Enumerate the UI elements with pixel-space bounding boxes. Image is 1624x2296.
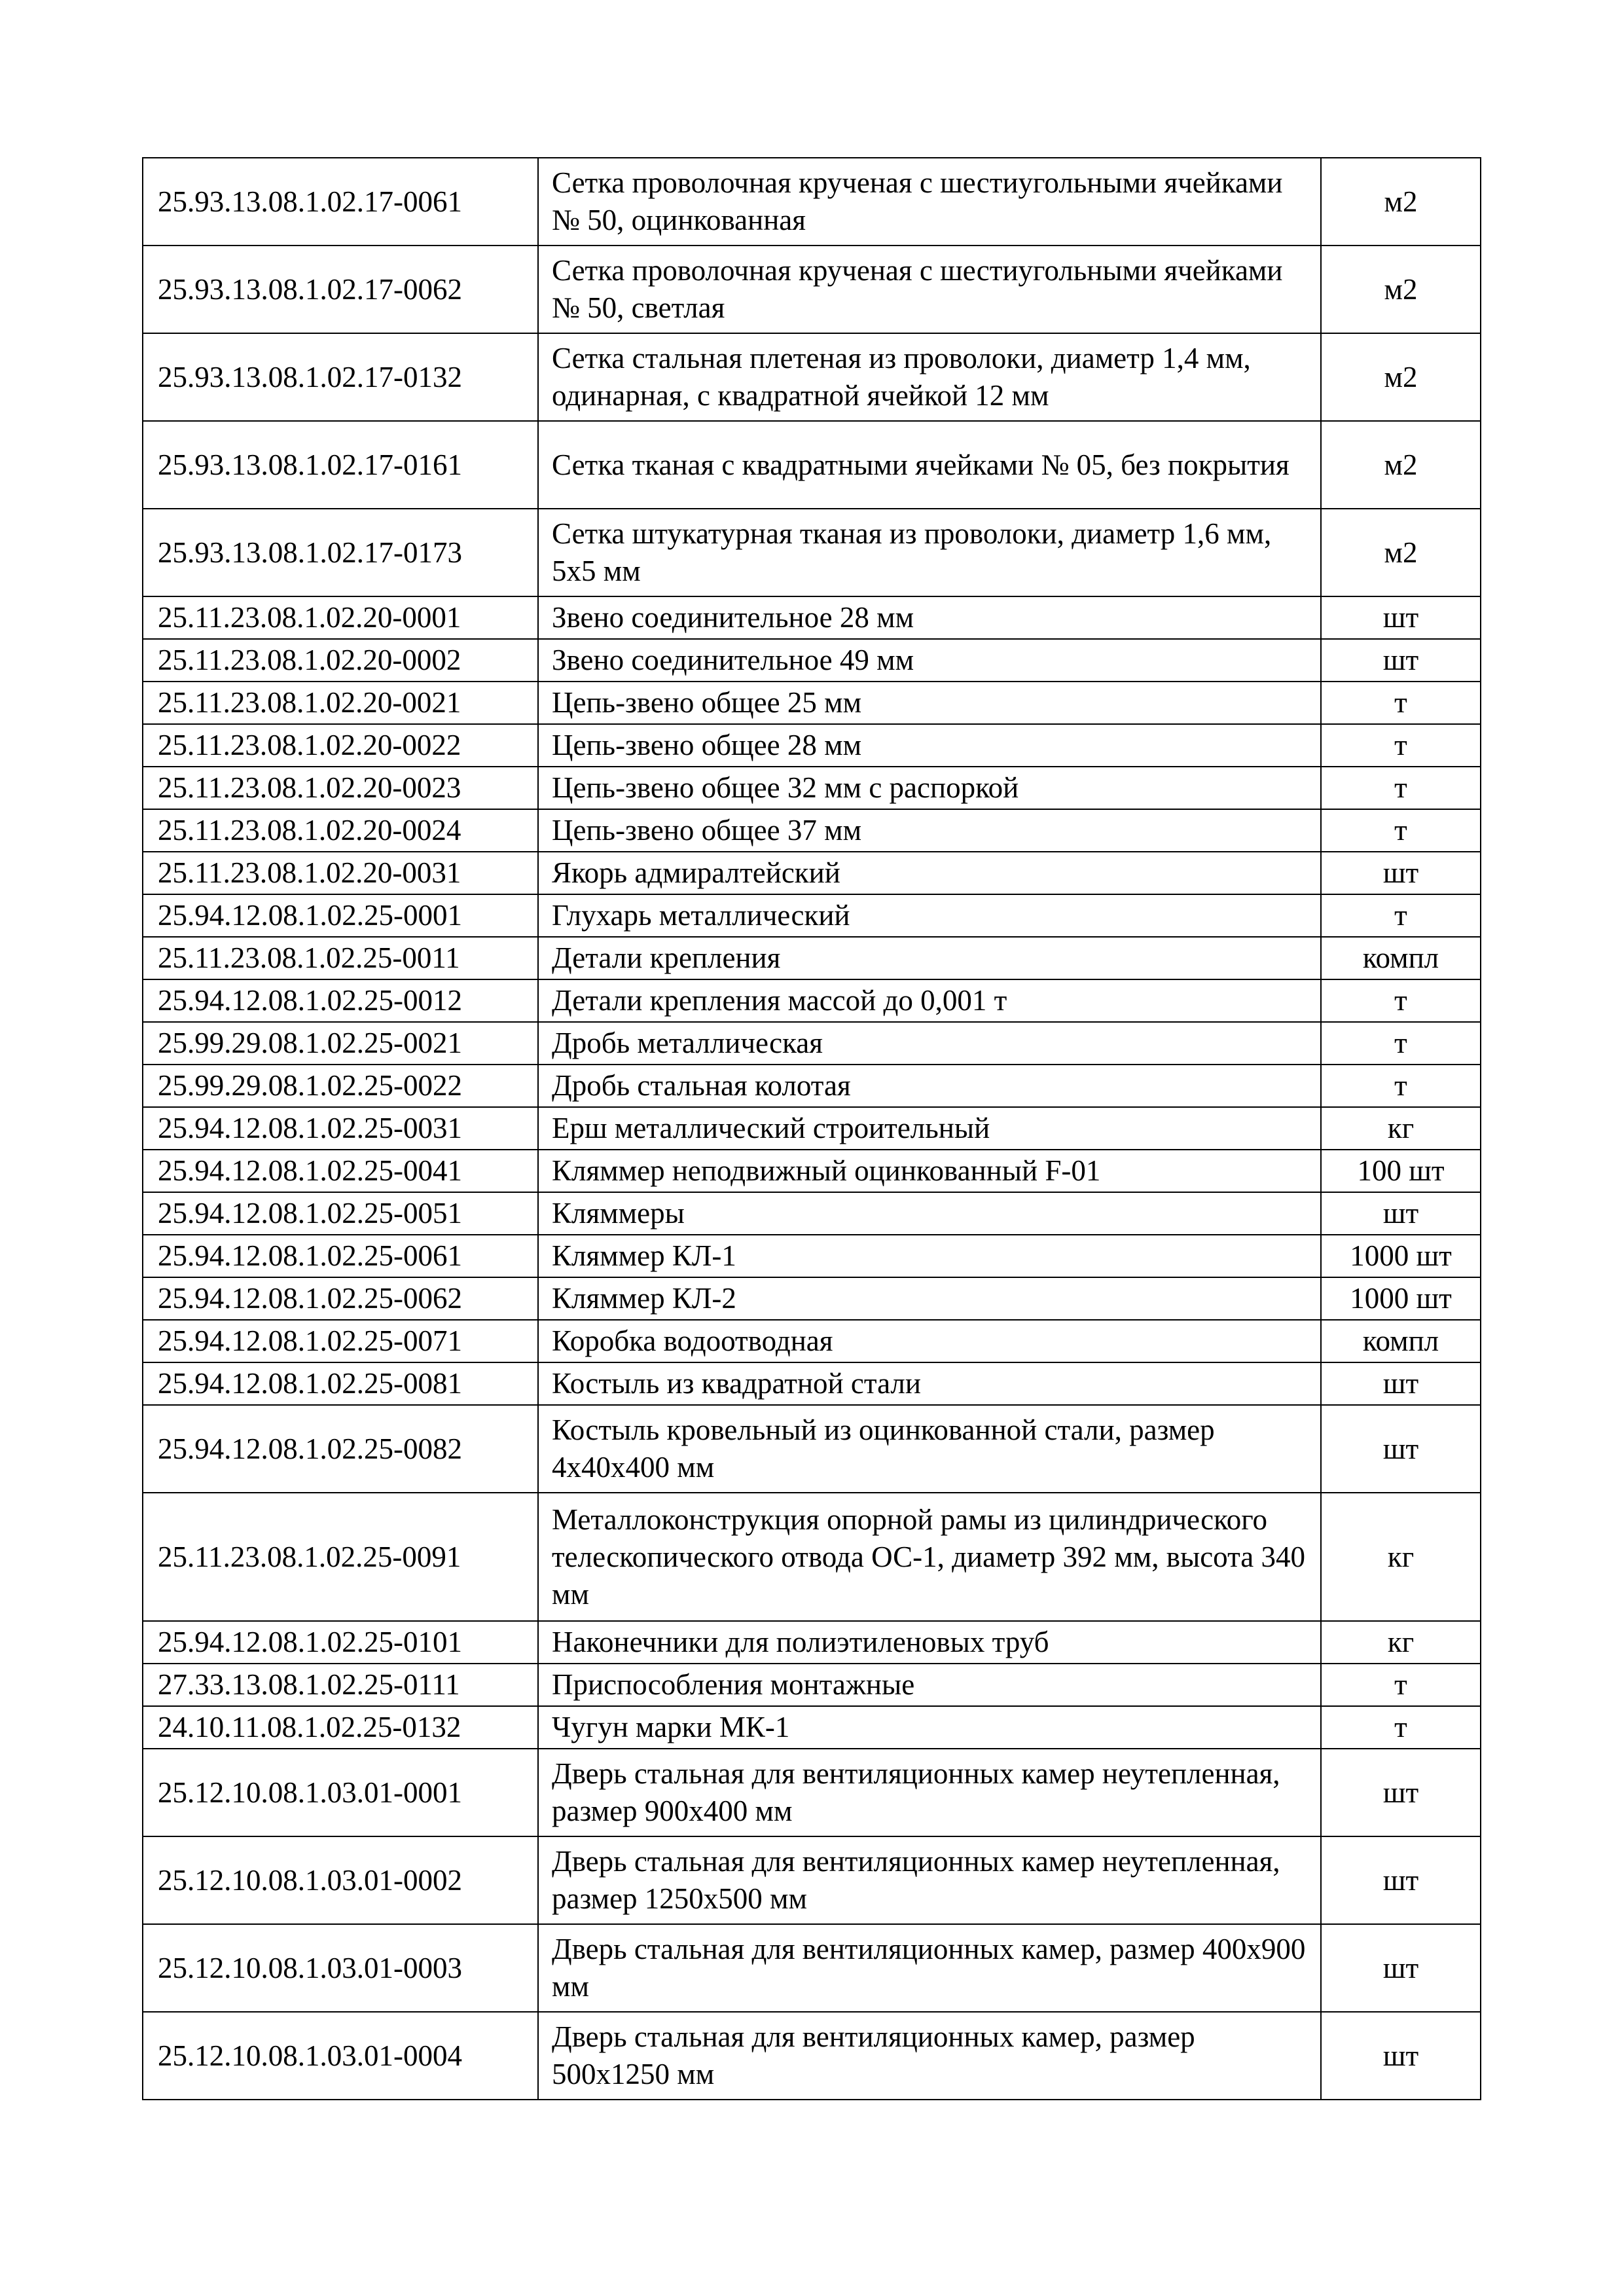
resource-name-cell: Кляммер КЛ-1 [538, 1235, 1321, 1277]
unit-cell: шт [1321, 1405, 1481, 1493]
resource-name-cell: Сетка проволочная крученая с шестиугольными ячейками № 50, оцинкованная [538, 158, 1321, 246]
resource-name-cell: Детали крепления [538, 937, 1321, 979]
resource-name-cell: Костыль кровельный из оцинкованной стали, размер 4х40х400 мм [538, 1405, 1321, 1493]
unit-cell: м2 [1321, 158, 1481, 246]
resource-name-cell: Сетка проволочная крученая с шестиугольными ячейками № 50, светлая [538, 246, 1321, 333]
resource-code-cell: 25.94.12.08.1.02.25-0012 [143, 979, 538, 1022]
resource-code-cell: 25.94.12.08.1.02.25-0081 [143, 1362, 538, 1405]
unit-cell: м2 [1321, 333, 1481, 421]
table-row [143, 1065, 1481, 1107]
resource-code-cell: 25.94.12.08.1.02.25-0051 [143, 1192, 538, 1235]
resource-name-cell: Цепь-звено общее 32 мм с распоркой [538, 767, 1321, 809]
unit-cell: т [1321, 979, 1481, 1022]
unit-cell: т [1321, 809, 1481, 852]
resource-name-cell: Наконечники для полиэтиленовых труб [538, 1621, 1321, 1664]
resource-code-cell: 25.11.23.08.1.02.20-0002 [143, 639, 538, 682]
unit-cell: шт [1321, 1192, 1481, 1235]
resource-code-cell: 25.11.23.08.1.02.20-0021 [143, 682, 538, 724]
resource-code-cell: 25.93.13.08.1.02.17-0132 [143, 333, 538, 421]
unit-cell: 1000 шт [1321, 1235, 1481, 1277]
resource-code-cell: 25.94.12.08.1.02.25-0061 [143, 1235, 538, 1277]
resource-name-cell: Приспособления монтажные [538, 1664, 1321, 1706]
materials-table-body [143, 158, 1481, 2100]
resource-name-cell: Цепь-звено общее 37 мм [538, 809, 1321, 852]
table-row [143, 1924, 1481, 2012]
table-row [143, 1235, 1481, 1277]
unit-cell: м2 [1321, 421, 1481, 509]
resource-code-cell: 25.12.10.08.1.03.01-0002 [143, 1836, 538, 1924]
table-row [143, 1706, 1481, 1749]
resource-code-cell: 25.94.12.08.1.02.25-0101 [143, 1621, 538, 1664]
resource-code-cell: 25.99.29.08.1.02.25-0022 [143, 1065, 538, 1107]
table-row [143, 1664, 1481, 1706]
resource-name-cell: Ерш металлический строительный [538, 1107, 1321, 1150]
unit-cell: кг [1321, 1621, 1481, 1664]
table-row [143, 767, 1481, 809]
resource-code-cell: 25.11.23.08.1.02.20-0022 [143, 724, 538, 767]
resource-name-cell: Глухарь металлический [538, 894, 1321, 937]
unit-cell: шт [1321, 1924, 1481, 2012]
resource-code-cell: 25.94.12.08.1.02.25-0082 [143, 1405, 538, 1493]
resource-code-cell: 25.12.10.08.1.03.01-0001 [143, 1749, 538, 1836]
resource-code-cell: 25.11.23.08.1.02.20-0001 [143, 596, 538, 639]
unit-cell: компл [1321, 937, 1481, 979]
unit-cell: 1000 шт [1321, 1277, 1481, 1320]
table-row [143, 2012, 1481, 2100]
unit-cell: шт [1321, 852, 1481, 894]
table-row [143, 639, 1481, 682]
unit-cell: компл [1321, 1320, 1481, 1362]
unit-cell: т [1321, 1022, 1481, 1065]
unit-cell: 100 шт [1321, 1150, 1481, 1192]
resource-name-cell: Чугун марки МК-1 [538, 1706, 1321, 1749]
unit-cell: т [1321, 682, 1481, 724]
resource-code-cell: 25.94.12.08.1.02.25-0001 [143, 894, 538, 937]
resource-name-cell: Звено соединительное 28 мм [538, 596, 1321, 639]
resource-name-cell: Сетка стальная плетеная из проволоки, диаметр 1,4 мм, одинарная, с квадратной ячейкой 12 мм [538, 333, 1321, 421]
table-row [143, 246, 1481, 333]
table-row [143, 894, 1481, 937]
table-row [143, 421, 1481, 509]
resource-code-cell: 25.94.12.08.1.02.25-0041 [143, 1150, 538, 1192]
resource-name-cell: Кляммер неподвижный оцинкованный F-01 [538, 1150, 1321, 1192]
unit-cell: кг [1321, 1493, 1481, 1621]
unit-cell: шт [1321, 1749, 1481, 1836]
resource-code-cell: 25.93.13.08.1.02.17-0062 [143, 246, 538, 333]
resource-code-cell: 25.12.10.08.1.03.01-0004 [143, 2012, 538, 2100]
table-row [143, 1277, 1481, 1320]
resource-name-cell: Сетка штукатурная тканая из проволоки, диаметр 1,6 мм, 5х5 мм [538, 509, 1321, 596]
resource-name-cell: Дверь стальная для вентиляционных камер, размер 400х900 мм [538, 1924, 1321, 2012]
resource-code-cell: 27.33.13.08.1.02.25-0111 [143, 1664, 538, 1706]
table-row [143, 852, 1481, 894]
table-row [143, 937, 1481, 979]
resource-code-cell: 25.93.13.08.1.02.17-0161 [143, 421, 538, 509]
table-row [143, 809, 1481, 852]
table-row [143, 1405, 1481, 1493]
table-row [143, 1362, 1481, 1405]
resource-name-cell: Дробь стальная колотая [538, 1065, 1321, 1107]
unit-cell: шт [1321, 2012, 1481, 2100]
unit-cell: кг [1321, 1107, 1481, 1150]
unit-cell: т [1321, 1706, 1481, 1749]
table-row [143, 596, 1481, 639]
resource-code-cell: 25.94.12.08.1.02.25-0071 [143, 1320, 538, 1362]
resource-name-cell: Детали крепления массой до 0,001 т [538, 979, 1321, 1022]
resource-code-cell: 25.12.10.08.1.03.01-0003 [143, 1924, 538, 2012]
unit-cell: т [1321, 767, 1481, 809]
unit-cell: м2 [1321, 246, 1481, 333]
table-row [143, 1836, 1481, 1924]
table-row [143, 1621, 1481, 1664]
table-row [143, 1022, 1481, 1065]
resource-name-cell: Якорь адмиралтейский [538, 852, 1321, 894]
resource-name-cell: Дробь металлическая [538, 1022, 1321, 1065]
resource-name-cell: Кляммеры [538, 1192, 1321, 1235]
unit-cell: шт [1321, 596, 1481, 639]
table-row [143, 1749, 1481, 1836]
resource-name-cell: Звено соединительное 49 мм [538, 639, 1321, 682]
resource-code-cell: 25.11.23.08.1.02.20-0031 [143, 852, 538, 894]
resource-code-cell: 25.11.23.08.1.02.20-0023 [143, 767, 538, 809]
unit-cell: т [1321, 894, 1481, 937]
resource-name-cell: Цепь-звено общее 25 мм [538, 682, 1321, 724]
table-row [143, 1320, 1481, 1362]
resource-name-cell: Дверь стальная для вентиляционных камер неутепленная, размер 1250х500 мм [538, 1836, 1321, 1924]
table-row [143, 1493, 1481, 1621]
resource-code-cell: 24.10.11.08.1.02.25-0132 [143, 1706, 538, 1749]
resource-name-cell: Дверь стальная для вентиляционных камер, размер 500х1250 мм [538, 2012, 1321, 2100]
resource-code-cell: 25.11.23.08.1.02.20-0024 [143, 809, 538, 852]
materials-table [142, 157, 1481, 2100]
table-row [143, 509, 1481, 596]
resource-code-cell: 25.11.23.08.1.02.25-0091 [143, 1493, 538, 1621]
resource-name-cell: Цепь-звено общее 28 мм [538, 724, 1321, 767]
table-row [143, 1192, 1481, 1235]
resource-code-cell: 25.93.13.08.1.02.17-0173 [143, 509, 538, 596]
unit-cell: т [1321, 1664, 1481, 1706]
resource-name-cell: Металлоконструкция опорной рамы из цилиндрического телескопического отвода ОС-1, диаметр 392 мм, высота 340 мм [538, 1493, 1321, 1621]
resource-code-cell: 25.99.29.08.1.02.25-0021 [143, 1022, 538, 1065]
resource-code-cell: 25.11.23.08.1.02.25-0011 [143, 937, 538, 979]
unit-cell: т [1321, 724, 1481, 767]
resource-name-cell: Дверь стальная для вентиляционных камер неутепленная, размер 900х400 мм [538, 1749, 1321, 1836]
resource-code-cell: 25.94.12.08.1.02.25-0031 [143, 1107, 538, 1150]
resource-name-cell: Кляммер КЛ-2 [538, 1277, 1321, 1320]
resource-name-cell: Костыль из квадратной стали [538, 1362, 1321, 1405]
unit-cell: м2 [1321, 509, 1481, 596]
resource-code-cell: 25.94.12.08.1.02.25-0062 [143, 1277, 538, 1320]
unit-cell: шт [1321, 1836, 1481, 1924]
unit-cell: шт [1321, 639, 1481, 682]
unit-cell: т [1321, 1065, 1481, 1107]
table-row [143, 1150, 1481, 1192]
table-row [143, 724, 1481, 767]
table-row [143, 682, 1481, 724]
unit-cell: шт [1321, 1362, 1481, 1405]
resource-name-cell: Коробка водоотводная [538, 1320, 1321, 1362]
table-row [143, 158, 1481, 246]
table-row [143, 333, 1481, 421]
table-row [143, 979, 1481, 1022]
resource-name-cell: Сетка тканая с квадратными ячейками № 05, без покрытия [538, 421, 1321, 509]
table-row [143, 1107, 1481, 1150]
resource-code-cell: 25.93.13.08.1.02.17-0061 [143, 158, 538, 246]
